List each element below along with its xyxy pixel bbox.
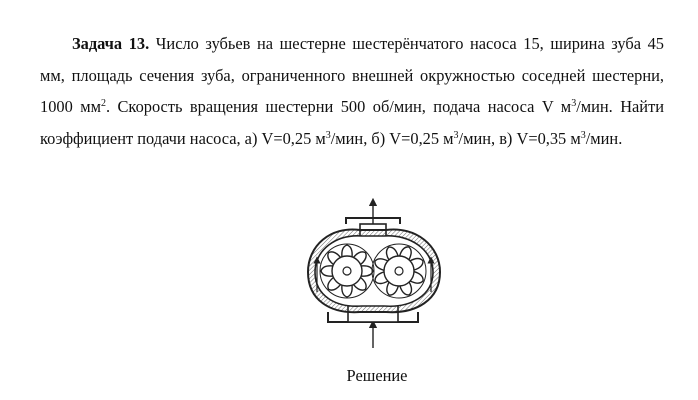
problem-title: Задача 13. [72,34,150,53]
problem-text-part-5: /мин, в) V=0,35 м [458,128,581,148]
unit-exponent-2: 3 [571,98,577,110]
gear-pump-diagram-icon [290,196,460,356]
problem-text-part-6: /мин. [585,128,623,148]
solution-heading: Решение [346,366,408,385]
problem-statement [40,28,664,154]
unit-exponent-1: 2 [100,98,106,110]
problem-text-part-2: . Скорость вращения шестерни 500 об/мин, подача насоса V м [105,97,572,117]
gear-pump-figure [290,196,460,356]
problem-text-part-1: Число зубьев на шестерне шестерёнчатого насоса 15, ширина зуба 45 мм, площадь сечения зуба, ограниченного внешней окружностью соседней шестерни, 1000 мм [40,34,664,117]
unit-exponent-3: 3 [325,129,331,141]
problem-text-part-3: /мин. Найти коэффициент подачи насоса, а) V=0,25 м [40,97,665,148]
unit-exponent-5: 3 [580,129,586,141]
unit-exponent-4: 3 [453,129,459,141]
left-gear [320,244,374,298]
problem-text-part-4: /мин, б) V=0,25 м [330,128,454,148]
